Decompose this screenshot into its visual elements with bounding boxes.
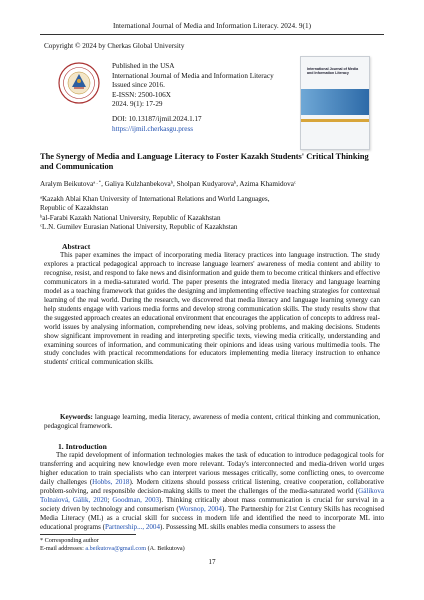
publication-line: Issued since 2016.	[112, 81, 165, 90]
copyright-line: Copyright © 2024 by Cherkas Global University	[44, 42, 185, 50]
publication-line: E-ISSN: 2500-106X	[112, 90, 171, 99]
corresponding-author-note: * Corresponding author	[40, 537, 99, 544]
affiliation-line: $^c$L.N. Gumilev Eurasian National University, Republic of Kazakhstan	[40, 222, 238, 232]
citation-link[interactable]: Partnership..., 2004	[104, 522, 160, 531]
footnote-rule	[40, 534, 136, 535]
cover-title: International Journal of Media and Information Literacy	[307, 67, 359, 76]
abstract-heading: Abstract	[62, 242, 91, 251]
affiliations	[40, 195, 380, 233]
doi: DOI: 10.13187/ijmil.2024.1.17	[112, 115, 202, 123]
keywords	[44, 413, 380, 431]
paragraph-text: ). Thinking critically about mass communication is crucial for survival in a society driven by technology and consumerism (	[40, 495, 384, 513]
page-number: 17	[208, 558, 216, 566]
university-seal-logo	[58, 62, 100, 104]
affiliation-line: $^b$al-Farabi Kazakh National University, Republic of Kazakhstan	[40, 213, 221, 222]
citation-link[interactable]: Hobbs, 2018	[92, 477, 130, 486]
citation-link[interactable]: Worsnop, 2004	[178, 504, 222, 513]
paragraph-text: ;	[107, 495, 113, 504]
running-head: International Journal of Media and Information Literacy. 2024. 9(1)	[112, 22, 312, 30]
cover-graphic	[301, 89, 369, 115]
author-name: Azima Khamidova	[239, 180, 294, 188]
author-list: Aralym Beikutova$^{a , *}$, Galiya Kulzhanbekova$^b$, Sholpan Kudyarova$^b$, Azima Khamidova$^c$	[40, 179, 296, 188]
author-sup: a , *	[93, 179, 102, 185]
author-name: Aralym Beikutova	[40, 180, 94, 188]
author-sup: c	[293, 179, 296, 185]
publication-line: Published in the USA	[112, 62, 175, 70]
keywords-label: Keywords:	[60, 413, 93, 421]
paragraph-text: ). Possessing ML skills enables media consumers to assess the	[159, 522, 336, 531]
journal-cover-image	[300, 56, 370, 150]
email-link[interactable]: a.beikutova@gmail.com	[85, 545, 147, 553]
citation-link[interactable]: Goodman, 2003	[112, 495, 160, 504]
publication-info	[112, 62, 274, 110]
paragraph-text: ). The Partnership for 21st Century Skills has recognised Media Literacy (ML) as a crucial skill for success in modern life and identified the need to incorporate ML into educational programs (	[40, 504, 384, 531]
email-line	[40, 545, 185, 553]
publication-line: 2024. 9(1): 17-29	[112, 100, 163, 109]
doi-block	[112, 115, 202, 134]
cover-accent	[301, 119, 369, 122]
header-rule	[40, 34, 384, 35]
author-name: Sholpan Kudyarova	[176, 180, 234, 188]
section-heading-introduction: 1. Introduction	[58, 442, 107, 451]
email-owner: (A. Beikutova)	[147, 545, 185, 553]
affiliation-line: Republic of Kazakhstan	[40, 204, 109, 213]
abstract-text: This paper examines the impact of incorporating media literacy practices into language instruction. The study explores a practical pedagogical approach to increase language learners' awareness of media content and ability to recognise, resist, and respond to fake news and disinformation and guide them to become critical thinkers and effective communicators in a media-saturated world. The paper presents the integrated media literacy and language learning model as a teaching framework that guides the designing and implementing effective teaching strategies for contextual learning of the real world. During the research, we discovered that media literacy and language learning synergy can help students engage with various media forms and develop strong communication skills. The study results show that the suggested approach creates an educational environment that encourages the application of concepts to address real-world issues by analysing information, comprehending new ideas, solving problems, and making decisions. Students show significant improvement in reading and interpreting specific texts, viewing media critically, understanding and examining sources of information, and communicating their opinions and ideas using various multimedia tools. The study concludes with practical recommendations for educators implementing media literacy instruction to enhance students' critical communication skills.	[44, 251, 380, 367]
email-label: E-mail addresses:	[40, 545, 84, 553]
article-title: The Synergy of Media and Language Literacy to Foster Kazakh Students' Critical Thinking and Communication	[40, 152, 369, 172]
author-sup: b	[170, 179, 174, 185]
citation-link[interactable]: Gálikova Tolnaiová, Gálik, 2020	[40, 486, 384, 504]
paragraph-text: The rapid development of information technologies makes the task of education to introduce pedagogical tools for transferring and acquiring new knowledge even more relevant. Today's interconnected and media-driven world urges higher education to train specialists who can interpret various messages critically, some conflicting ones, to overcome daily challenges (	[40, 451, 384, 486]
author-sup: b	[233, 179, 237, 185]
publication-line: International Journal of Media and Information Literacy	[112, 71, 274, 80]
journal-url-link[interactable]: https://ijmil.cherkasgu.press	[112, 124, 194, 133]
affiliation-line: $^a$Kazakh Ablai Khan University of International Relations and World Languages,	[40, 194, 270, 203]
introduction-paragraph	[40, 451, 384, 532]
keywords-text: language learning, media literacy, awareness of media content, critical thinking and communication, pedagogical framework.	[44, 413, 380, 430]
paragraph-text: ). Modern citizens should possess critical listening, creative cooperation, collaborative problem-solving, and responsible decision-making skills to meet the challenges of the media-saturated world (	[40, 477, 384, 495]
author-name: Galiya Kulzhanbekova	[104, 180, 171, 188]
footnote	[40, 537, 185, 554]
